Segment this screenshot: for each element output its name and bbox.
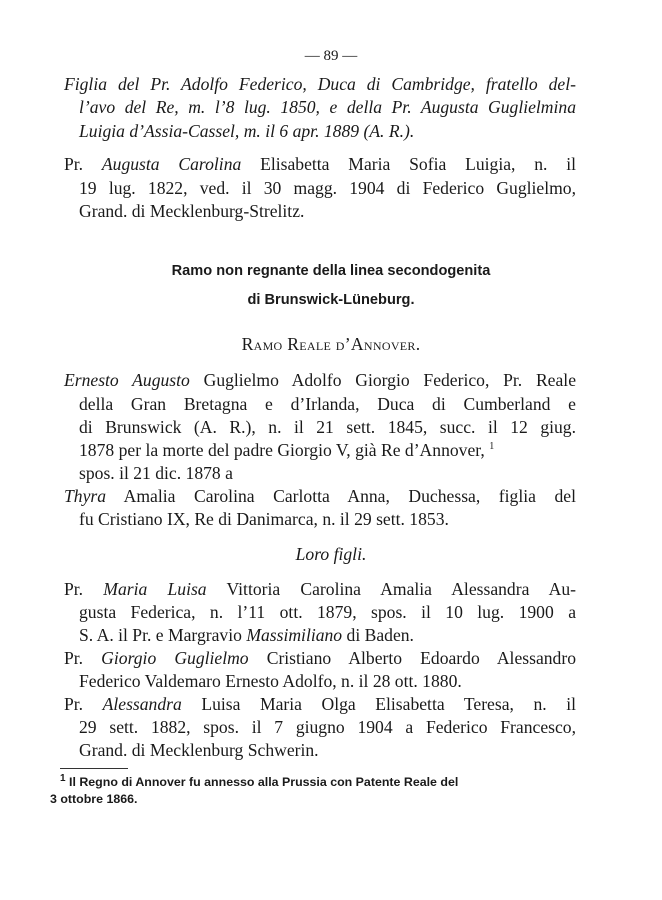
child-1-line-3: S. A. il Pr. e Margravio Massimiliano di Baden. bbox=[79, 625, 414, 645]
augusta-line-2: 19 lug. 1822, ved. il 30 magg. 1904 di Federico Guglielmo, bbox=[79, 178, 576, 198]
section-heading-line-2: di Brunswick-Lüneburg. bbox=[247, 292, 415, 308]
footnote-ref: 1 bbox=[489, 441, 495, 453]
ernesto-line-4: 1878 per la morte del padre Giorgio V, già Re d’Annover, $^1$ bbox=[79, 440, 495, 460]
child-2-name: Giorgio Guglielmo bbox=[101, 648, 249, 668]
footnote-marker: 1 bbox=[60, 772, 66, 784]
intro-line-1: Figlia del Pr. Adolfo Federico, Duca di Cambridge, fratello del- bbox=[64, 74, 576, 94]
child-3-line-2: 29 sett. 1882, spos. il 7 giugno 1904 a Federico Francesco, bbox=[79, 717, 576, 737]
footnote-line-1: $^1$ Il Regno di Annover fu annesso alla Prussia con Patente Reale del bbox=[60, 772, 459, 789]
intro-line-2: l’avo del Re, m. l’8 lug. 1850, e della Pr. Augusta Guglielmina bbox=[79, 97, 576, 117]
intro-line-3: Luigia d’Assia-Cassel, m. il 6 apr. 1889 (A. R.). bbox=[79, 121, 415, 141]
thyra-line-1: Thyra Amalia Carolina Carlotta Anna, Duchessa, figlia del bbox=[64, 486, 576, 506]
augusta-line-1: Pr. Augusta Carolina Elisabetta Maria Sofia Luigia, n. il bbox=[64, 154, 577, 174]
ernesto-name: Ernesto Augusto bbox=[64, 370, 190, 390]
ernesto-line-2: della Gran Bretagna e d’Irlanda, Duca di Cumberland e bbox=[79, 394, 576, 414]
subheading: Ramo Reale d’Annover. bbox=[241, 334, 421, 354]
ernesto-line-3: di Brunswick (A. R.), n. il 21 sett. 1845, succ. il 12 giug. bbox=[79, 417, 576, 437]
child-3-name: Alessandra bbox=[102, 694, 182, 714]
child-1-spouse-name: Massimiliano bbox=[246, 625, 343, 645]
ernesto-line-5: spos. il 21 dic. 1878 a bbox=[79, 463, 233, 483]
footnote-line-2: 3 ottobre 1866. bbox=[50, 792, 138, 806]
thyra-line-2: fu Cristiano IX, Re di Danimarca, n. il 29 sett. 1853. bbox=[79, 509, 449, 529]
child-3-line-3: Grand. di Mecklenburg Schwerin. bbox=[79, 740, 319, 760]
augusta-line-3: Grand. di Mecklenburg-Strelitz. bbox=[79, 201, 305, 221]
child-3-line-1: Pr. Alessandra Luisa Maria Olga Elisabetta Teresa, n. il bbox=[64, 694, 576, 714]
child-2-line-2: Federico Valdemaro Ernesto Adolfo, n. il 28 ott. 1880. bbox=[79, 671, 462, 691]
ernesto-line-1: Ernesto Augusto Guglielmo Adolfo Giorgio Federico, Pr. Reale bbox=[64, 370, 576, 390]
section-heading-line-1: Ramo non regnante della linea secondogenita bbox=[171, 263, 491, 279]
children-heading: Loro figli. bbox=[295, 544, 367, 564]
child-1-name: Maria Luisa bbox=[103, 579, 207, 599]
thyra-name: Thyra bbox=[64, 486, 107, 506]
child-1-line-1: Pr. Maria Luisa Vittoria Carolina Amalia Alessandra Au- bbox=[64, 579, 576, 599]
page-number: — 89 — bbox=[304, 48, 358, 64]
footnote-rule bbox=[60, 768, 128, 769]
augusta-name: Augusta Carolina bbox=[101, 154, 242, 174]
child-2-line-1: Pr. Giorgio Guglielmo Cristiano Alberto Edoardo Alessandro bbox=[64, 648, 577, 668]
child-1-line-2: gusta Federica, n. l’11 ott. 1879, spos. il 10 lug. 1900 a bbox=[79, 602, 576, 622]
